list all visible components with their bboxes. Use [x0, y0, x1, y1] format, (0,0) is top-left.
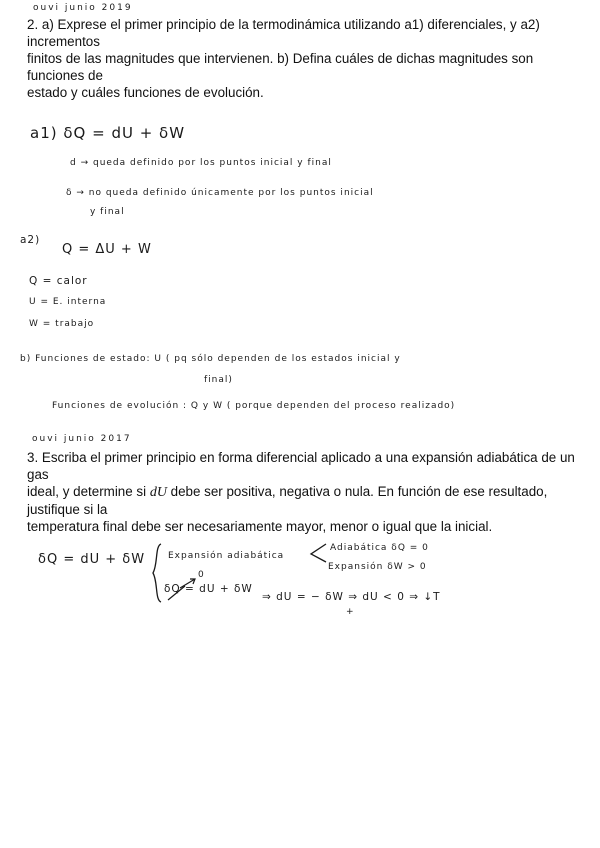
answer-3-plus-mark: +	[346, 607, 355, 617]
less-than-bracket-icon	[308, 542, 328, 564]
answer-a2-q-definition: Q = calor	[29, 275, 88, 287]
answer-a2-label: a2)	[20, 234, 41, 246]
question-2-text	[27, 16, 575, 101]
question-3-line-2-pre: ideal, y determine si	[27, 484, 150, 499]
answer-a2-w-definition: W = trabajo	[29, 319, 95, 329]
answer-a1-equation: a1) δQ = dU + δW	[30, 124, 186, 142]
question-3-line-2-post: debe ser positiva, negativa o nula. En función de ese resultado, justifique si la	[27, 484, 548, 517]
answer-b-line-2: Funciones de evolución : Q y W ( porque dependen del proceso realizado)	[52, 401, 456, 411]
answer-a2-u-definition: U = E. interna	[29, 297, 107, 307]
question-3-line-2	[27, 483, 575, 518]
question-3-line-3: temperatura final debe ser necesariamente mayor, menor o igual que la inicial.	[27, 519, 493, 534]
question-3-variable-du: dU	[149, 485, 167, 500]
answer-b-line-1: b) Funciones de estado: U ( pq sólo dependen de los estados inicial y	[20, 354, 401, 364]
answer-3-adiabatic-condition: Adiabática δQ = 0	[330, 543, 429, 553]
answer-a1-delta-note-2: y final	[90, 207, 125, 217]
answer-a1-d-note: d → queda definido por los puntos inicial y final	[70, 158, 332, 168]
question-2-line-2: finitos de las magnitudes que intervienen. b) Defina cuáles de dichas magnitudes son funciones de	[27, 51, 534, 83]
question-3-line-1: 3. Escriba el primer principio en forma diferencial aplicado a una expansión adiabática de un gas	[27, 450, 575, 482]
answer-a1-delta-note-1: δ → no queda definido únicamente por los puntos inicial	[66, 188, 374, 198]
question-2-line-3: estado y cuáles funciones de evolución.	[27, 85, 264, 100]
answer-a2-equation: Q = ΔU + W	[62, 242, 152, 257]
answer-3-struck-equation: δQ = dU + δW	[164, 583, 253, 595]
question-2-line-1: 2. a) Exprese el primer principio de la termodinámica utilizando a1) diferenciales, y a2) incrementos	[27, 17, 540, 49]
answer-3-expansion-label: Expansión adiabática	[168, 551, 285, 561]
strike-mark-icon	[165, 584, 189, 602]
answer-3-result: ⇒ dU = − δW ⇒ dU < 0 ⇒ ↓T	[262, 591, 441, 603]
answer-3-expansion-condition: Expansión δW > 0	[328, 562, 427, 572]
handwritten-header-2017: ouvi junio 2017	[32, 434, 132, 444]
answer-3-zero-mark: 0	[198, 570, 205, 580]
handwritten-header-2019: ouvi junio 2019	[33, 3, 133, 13]
answer-3-equation: δQ = dU + δW	[38, 552, 146, 567]
question-3-text	[27, 449, 575, 535]
curly-brace-icon	[150, 542, 164, 604]
answer-b-line-1-continued: final)	[204, 375, 233, 385]
